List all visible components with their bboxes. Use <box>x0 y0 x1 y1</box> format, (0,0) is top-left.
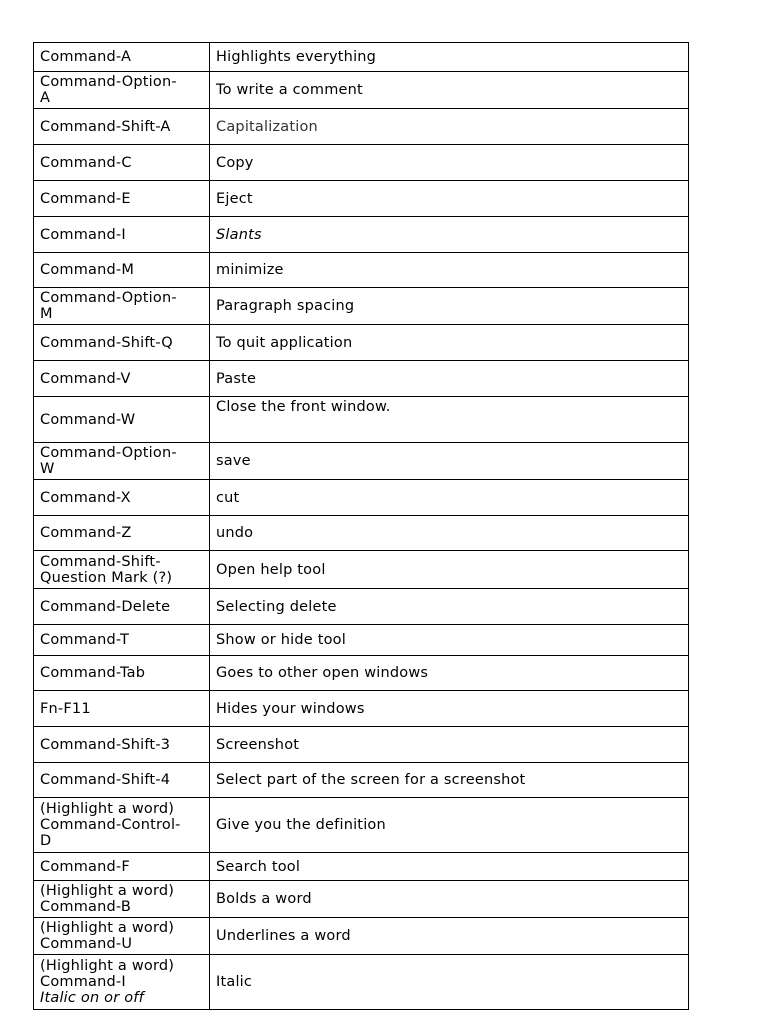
shortcut-key-cell <box>34 397 210 443</box>
shortcut-key-line: (Highlight a word) <box>40 801 175 817</box>
shortcut-key-cell <box>34 325 210 361</box>
shortcut-row <box>34 691 689 727</box>
shortcut-row <box>34 109 689 145</box>
shortcut-description: Close the front window. <box>210 397 689 443</box>
shortcut-key-line: (Highlight a word) <box>40 958 175 974</box>
shortcut-key-line: Command-I <box>40 226 126 243</box>
shortcut-key-cell <box>34 955 210 1010</box>
shortcut-row <box>34 763 689 798</box>
shortcut-key-cell <box>34 443 210 480</box>
shortcut-key-line: Command-Control- <box>40 817 181 833</box>
shortcut-key-cell <box>34 551 210 589</box>
shortcut-description: Open help tool <box>210 551 689 589</box>
shortcut-key-line: Command-C <box>40 154 132 171</box>
shortcut-row <box>34 918 689 955</box>
shortcut-key-cell <box>34 798 210 853</box>
shortcut-key-line: Italic on or off <box>40 990 144 1006</box>
shortcut-row <box>34 253 689 288</box>
shortcut-row <box>34 72 689 109</box>
shortcut-row <box>34 551 689 589</box>
shortcut-row <box>34 589 689 625</box>
shortcut-description: Goes to other open windows <box>210 656 689 691</box>
shortcut-key-cell <box>34 853 210 881</box>
shortcut-row <box>34 361 689 397</box>
shortcut-key-cell <box>34 253 210 288</box>
shortcut-row <box>34 853 689 881</box>
shortcut-key-cell <box>34 145 210 181</box>
shortcut-description: Selecting delete <box>210 589 689 625</box>
shortcut-description: minimize <box>210 253 689 288</box>
shortcut-key-line: Command-Option- <box>40 74 177 90</box>
shortcut-key-line: Command-Delete <box>40 598 171 615</box>
shortcut-key-cell <box>34 72 210 109</box>
shortcut-description: Slants <box>210 217 689 253</box>
shortcut-key-cell <box>34 763 210 798</box>
shortcut-key-line: Command-Shift-3 <box>40 736 171 753</box>
shortcut-key-cell <box>34 288 210 325</box>
shortcut-key-cell <box>34 516 210 551</box>
shortcut-key-line: Command-U <box>40 936 133 952</box>
shortcut-table-body <box>34 43 689 1010</box>
shortcut-key-line: Command-A <box>40 49 132 65</box>
shortcut-row <box>34 480 689 516</box>
shortcut-description: Give you the definition <box>210 798 689 853</box>
shortcut-description: Bolds a word <box>210 881 689 918</box>
shortcut-key-cell <box>34 361 210 397</box>
shortcut-key-line: (Highlight a word) <box>40 883 175 899</box>
shortcut-key-line: Command-Option- <box>40 290 177 306</box>
shortcut-key-line: (Highlight a word) <box>40 920 175 936</box>
shortcut-table <box>33 42 689 1010</box>
shortcut-key-line: A <box>40 90 51 106</box>
shortcut-description: To quit application <box>210 325 689 361</box>
shortcut-description: Screenshot <box>210 727 689 763</box>
shortcut-key-cell <box>34 918 210 955</box>
shortcut-key-cell <box>34 43 210 72</box>
shortcut-key-line: Command-Option- <box>40 445 177 461</box>
shortcut-row <box>34 43 689 72</box>
shortcut-row <box>34 181 689 217</box>
shortcut-row <box>34 625 689 656</box>
shortcut-description: Select part of the screen for a screenshot <box>210 763 689 798</box>
shortcut-key-line: W <box>40 461 55 477</box>
shortcut-key-cell <box>34 881 210 918</box>
shortcut-row <box>34 325 689 361</box>
shortcut-key-cell <box>34 217 210 253</box>
shortcut-key-cell <box>34 589 210 625</box>
shortcut-description: To write a comment <box>210 72 689 109</box>
shortcut-key-line: Question Mark (?) <box>40 569 173 586</box>
shortcut-key-line: Command-X <box>40 489 131 506</box>
shortcut-description: Underlines a word <box>210 918 689 955</box>
shortcut-description: Italic <box>210 955 689 1010</box>
shortcut-row <box>34 798 689 853</box>
shortcut-key-line: Command-E <box>40 190 131 207</box>
shortcut-key-line: Command-Shift-Q <box>40 334 173 351</box>
shortcut-key-line: D <box>40 833 52 849</box>
shortcut-row <box>34 288 689 325</box>
shortcut-key-line: Command-W <box>40 411 136 428</box>
shortcut-key-line: M <box>40 306 53 322</box>
shortcut-key-line: Command-Shift-4 <box>40 772 171 788</box>
shortcut-description: Paragraph spacing <box>210 288 689 325</box>
shortcut-description: cut <box>210 480 689 516</box>
shortcut-row <box>34 145 689 181</box>
shortcut-key-line: Command-F <box>40 858 130 875</box>
shortcut-key-line: Command-T <box>40 632 130 648</box>
shortcut-key-line: Command-Shift- <box>40 553 161 570</box>
shortcut-key-cell <box>34 480 210 516</box>
shortcut-key-line: Command-M <box>40 262 135 278</box>
shortcut-row <box>34 397 689 443</box>
shortcut-key-cell <box>34 656 210 691</box>
shortcut-key-line: Command-Shift-A <box>40 118 171 135</box>
shortcut-description: Capitalization <box>210 109 689 145</box>
shortcut-key-line: Command-Tab <box>40 665 146 681</box>
shortcut-description: Show or hide tool <box>210 625 689 656</box>
shortcut-key-cell <box>34 625 210 656</box>
shortcut-row <box>34 656 689 691</box>
shortcut-row <box>34 727 689 763</box>
shortcut-key-line: Command-B <box>40 899 131 915</box>
shortcut-key-cell <box>34 181 210 217</box>
shortcut-row <box>34 217 689 253</box>
shortcut-description: undo <box>210 516 689 551</box>
shortcut-row <box>34 881 689 918</box>
shortcut-description: save <box>210 443 689 480</box>
shortcut-row <box>34 516 689 551</box>
shortcut-key-line: Fn-F11 <box>40 700 91 717</box>
shortcut-key-line: Command-Z <box>40 525 132 541</box>
shortcut-description: Paste <box>210 361 689 397</box>
shortcut-key-cell <box>34 109 210 145</box>
shortcut-description: Eject <box>210 181 689 217</box>
shortcut-row <box>34 443 689 480</box>
shortcut-row <box>34 955 689 1010</box>
shortcut-key-line: Command-V <box>40 370 131 387</box>
shortcut-key-line: Command-I <box>40 974 126 990</box>
shortcut-key-cell <box>34 727 210 763</box>
shortcut-description: Copy <box>210 145 689 181</box>
shortcut-description: Search tool <box>210 853 689 881</box>
shortcut-description: Highlights everything <box>210 43 689 72</box>
shortcut-key-cell <box>34 691 210 727</box>
shortcut-description: Hides your windows <box>210 691 689 727</box>
